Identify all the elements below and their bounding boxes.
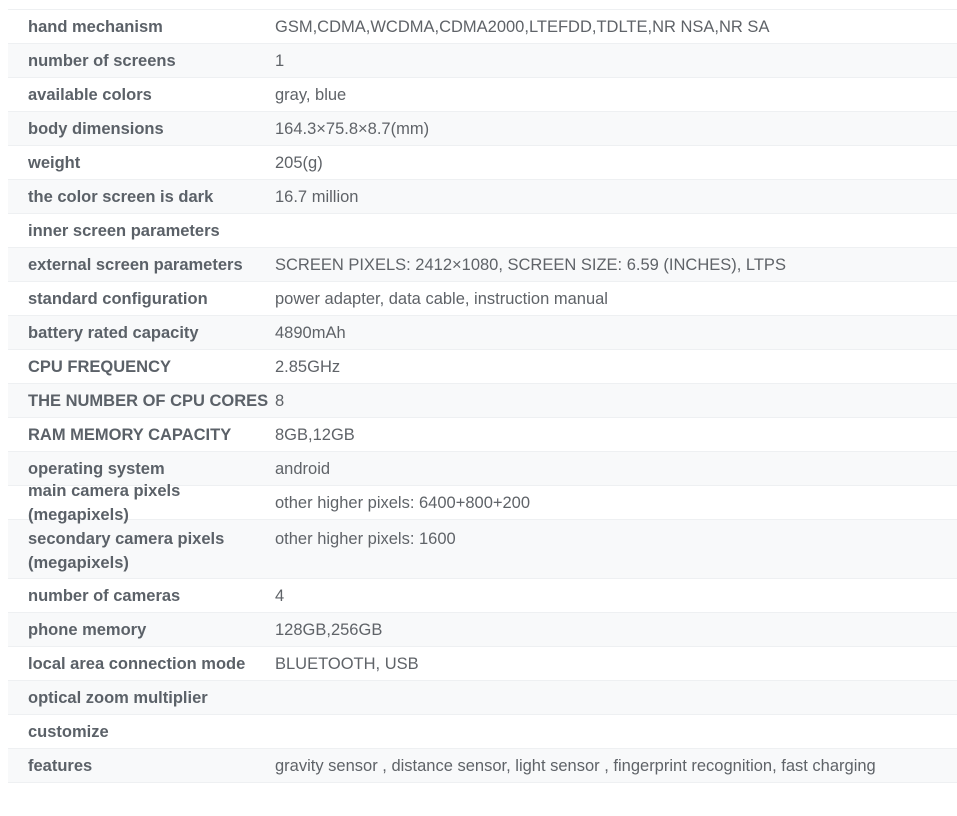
spec-row-number-of-screens [8, 44, 957, 78]
spec-row-cpu-cores [8, 384, 957, 418]
spec-value: android [275, 459, 331, 478]
spec-value: 1 [275, 51, 285, 70]
spec-value: 16.7 million [275, 187, 359, 206]
spec-row-ram [8, 418, 957, 452]
spec-row-body-dimensions [8, 112, 957, 146]
spec-row-connection-mode [8, 647, 957, 681]
spec-value: power adapter, data cable, instruction manual [275, 289, 608, 308]
spec-key: phone memory [28, 620, 147, 639]
spec-row-features [8, 749, 957, 783]
spec-value: 8 [275, 391, 285, 410]
spec-key: customize [28, 722, 109, 741]
spec-key: external screen parameters [28, 255, 243, 274]
spec-key: weight [28, 153, 81, 172]
spec-value: other higher pixels: 6400+800+200 [275, 493, 531, 512]
spec-value: 164.3×75.8×8.7(mm) [275, 119, 430, 138]
spec-key: hand mechanism [28, 17, 163, 36]
spec-key: main camera pixels (megapixels) [28, 481, 181, 524]
spec-value: gravity sensor , distance sensor, light sensor , fingerprint recognition, fast charging [275, 756, 876, 775]
spec-key: number of cameras [28, 586, 181, 605]
spec-table [8, 9, 957, 783]
spec-row-main-camera [8, 481, 957, 524]
spec-key: number of screens [28, 51, 176, 70]
spec-key: features [28, 756, 93, 775]
spec-row-weight [8, 146, 957, 180]
spec-value: SCREEN PIXELS: 2412×1080, SCREEN SIZE: 6.59 (INCHES), LTPS [275, 255, 786, 274]
spec-row-phone-memory [8, 613, 957, 647]
spec-key: the color screen is dark [28, 187, 214, 206]
spec-key: secondary camera pixels (megapixels) [28, 530, 225, 572]
spec-row-customize [8, 715, 957, 749]
spec-row-number-of-cameras [8, 579, 957, 613]
spec-key: inner screen parameters [28, 221, 220, 240]
spec-value: GSM,CDMA,WCDMA,CDMA2000,LTEFDD,TDLTE,NR NSA,NR SA [275, 17, 770, 36]
spec-row-secondary-camera [8, 520, 957, 579]
spec-key: CPU FREQUENCY [28, 357, 172, 376]
spec-key: optical zoom multiplier [28, 688, 208, 707]
spec-row-cpu-frequency [8, 350, 957, 384]
spec-value: 4890mAh [275, 323, 346, 342]
spec-key: RAM MEMORY CAPACITY [28, 425, 232, 444]
spec-row-inner-screen [8, 214, 957, 248]
spec-row-external-screen [8, 248, 957, 282]
spec-value: other higher pixels: 1600 [275, 530, 456, 548]
spec-row-optical-zoom [8, 681, 957, 715]
spec-row-available-colors [8, 78, 957, 112]
spec-key: local area connection mode [28, 654, 246, 673]
spec-row-color-screen [8, 180, 957, 214]
spec-key: battery rated capacity [28, 323, 199, 342]
spec-row-hand-mechanism [8, 10, 957, 44]
spec-value: gray, blue [275, 85, 347, 104]
spec-value: 2.85GHz [275, 357, 341, 376]
spec-value: 4 [275, 586, 285, 605]
spec-row-standard-configuration [8, 282, 957, 316]
spec-value: 8GB,12GB [275, 425, 355, 444]
spec-key: standard configuration [28, 289, 208, 308]
spec-row-battery [8, 316, 957, 350]
spec-key: body dimensions [28, 119, 164, 138]
spec-key: available colors [28, 85, 152, 104]
spec-value: 128GB,256GB [275, 620, 383, 639]
spec-key: operating system [28, 459, 165, 478]
spec-key: THE NUMBER OF CPU CORES [28, 391, 269, 410]
spec-value: 205(g) [275, 153, 323, 172]
spec-value: BLUETOOTH, USB [275, 654, 419, 673]
